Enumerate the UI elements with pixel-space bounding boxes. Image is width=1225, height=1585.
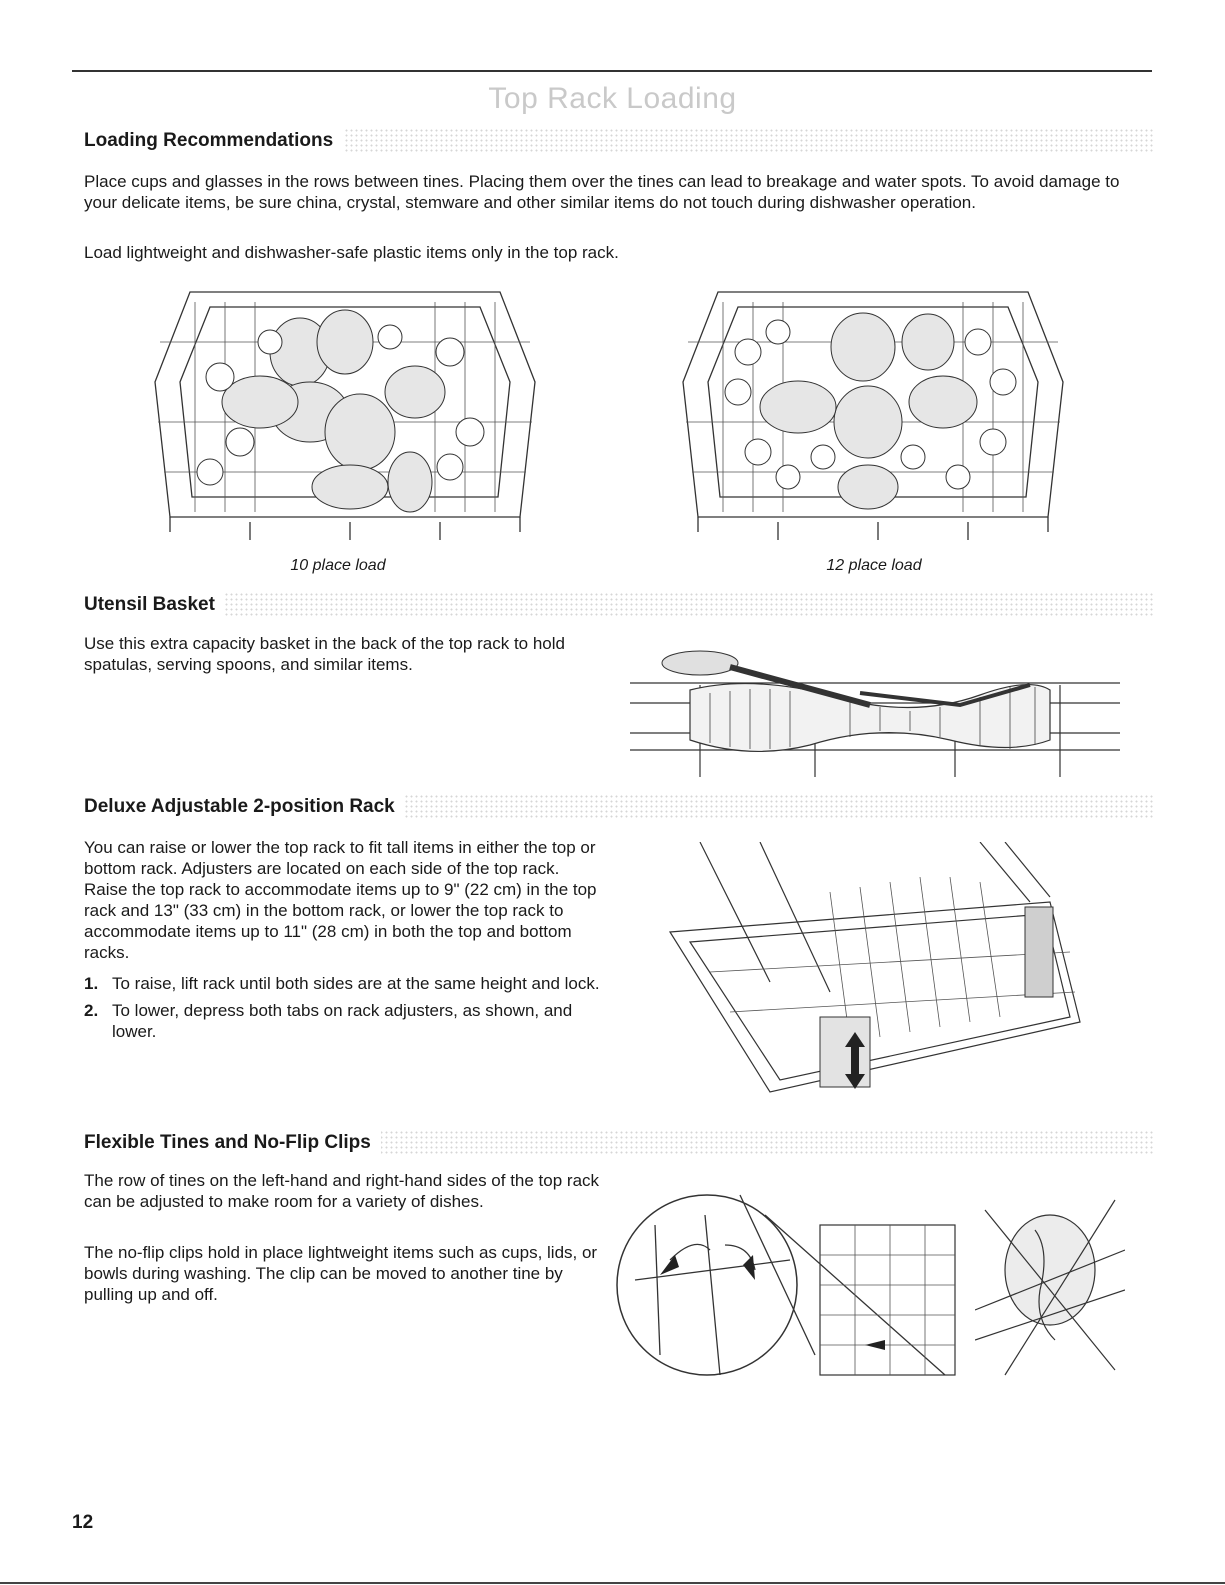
adjustable-paragraph: You can raise or lower the top rack to fit tall items in either the top or bottom rack. Adjusters are located on each side of the top rack. Raise the top rack to accommodate items up to 9" (22 cm) in the top rack and 13" (33 cm) in the bottom rack, or lower the top rack to accommodate items up to 11" (28 cm) in both the top and bottom racks. [84, 838, 597, 962]
caption-12-place: 12 place load [826, 557, 922, 574]
utensil-paragraph: Use this extra capacity basket in the back of the top rack to hold spatulas, serving spoons, and similar items. [84, 634, 565, 674]
heading-text: Utensil Basket [84, 592, 225, 618]
utensil-basket-illustration [630, 645, 1120, 785]
rack-12-place-illustration [678, 282, 1068, 547]
step-text: To raise, lift rack until both sides are at the same height and lock. [112, 974, 600, 993]
heading-text: Loading Recommendations [84, 128, 343, 154]
heading-text: Deluxe Adjustable 2-position Rack [84, 794, 405, 820]
step-text: To lower, depress both tabs on rack adjusters, as shown, and lower. [112, 1001, 573, 1041]
tines-paragraph-1: The row of tines on the left-hand and right-hand sides of the top rack can be adjusted to make room for a variety of dishes. [84, 1171, 600, 1211]
loading-paragraph-2: Load lightweight and dishwasher-safe plastic items only in the top rack. [84, 243, 619, 262]
adjustable-rack-illustration [650, 842, 1090, 1112]
section-heading-utensil [84, 592, 1153, 618]
step-item [84, 973, 604, 994]
adjustable-steps [84, 973, 604, 1048]
step-number: 2. [84, 1001, 99, 1020]
page-title: Top Rack Loading [488, 82, 737, 115]
tines-paragraph-2: The no-flip clips hold in place lightweight items such as cups, lids, or bowls during washing. The clip can be moved to another tine by pulling up and off. [84, 1243, 598, 1304]
loading-paragraph-1: Place cups and glasses in the rows between tines. Placing them over the tines can lead to breakage and water spots. To avoid damage to your delicate items, be sure china, crystal, stemware and other similar items do not touch during dishwasher operation. [84, 172, 1120, 212]
section-heading-adjustable [84, 794, 1153, 820]
step-number: 1. [84, 974, 99, 993]
heading-text: Flexible Tines and No-Flip Clips [84, 1130, 381, 1156]
step-item [84, 1000, 604, 1042]
caption-10-place: 10 place load [290, 557, 386, 574]
section-heading-tines [84, 1130, 1153, 1156]
page-number: 12 [72, 1512, 94, 1533]
no-flip-clip-illustration [975, 1190, 1125, 1380]
bottom-rule [0, 1582, 1225, 1584]
top-rule [72, 70, 1152, 72]
rack-10-place-illustration [150, 282, 540, 547]
flexible-tines-illustration [615, 1185, 965, 1390]
section-heading-loading [84, 128, 1153, 154]
